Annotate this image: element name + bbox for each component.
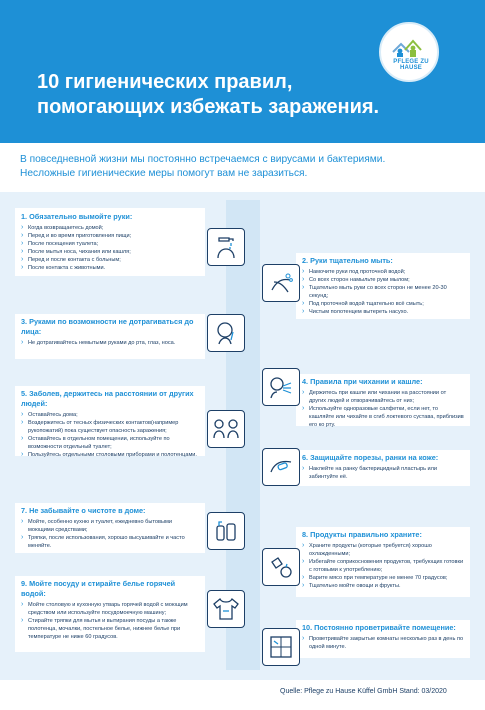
rule-card-10 [296, 620, 470, 658]
rule-item: › Когда возвращаетесь домой; [21, 224, 199, 232]
rule-title: 7. Не забывайте о чистоте в доме: [21, 506, 146, 515]
rule-item: › Чистым полотенцем вытереть насухо. [302, 308, 464, 316]
rule-item: › Держитесь при кашле или чихании на расстоянии от других людей и отворачивайтесь от них; [302, 389, 464, 405]
rule-card-1 [15, 208, 205, 276]
house-icon [379, 22, 439, 82]
rule-item: › Перед и после контакта с больным; [21, 256, 199, 264]
rule-card-3 [15, 314, 205, 359]
rule-card-7 [15, 503, 205, 553]
food-icon [262, 548, 300, 586]
logo-text: PFLEGE ZU HAUSE [393, 59, 429, 71]
intro-line-2: Несложные гигиенические меры помогут вам не заразиться. [20, 168, 308, 179]
rule-item: › Перед и во время приготовления пищи; [21, 232, 199, 240]
rule-card-6 [296, 450, 470, 486]
rule-card-4 [296, 374, 470, 426]
rule-item: › Тщательно мыть руки со всех сторон не менее 20-30 секунд; [302, 284, 464, 300]
rule-title: 3. Руками по возможности не дотрагиваться до лица: [21, 317, 194, 336]
title-line-1: 10 гигиенических правил, [37, 71, 293, 93]
rule-title: 2. Руки тщательно мыть: [302, 256, 393, 265]
rule-title: 1. Обязательно вымойте руки: [21, 212, 133, 221]
rule-item: › Мойте, особенно кухню и туалет, ежедневно бытовыми моющими средствами; [21, 518, 199, 534]
page-title [37, 70, 379, 120]
rule-title: 5. Заболев, держитесь на расстоянии от других людей: [21, 389, 194, 408]
rule-item: › Тряпки, после использования, хорошо высушивайте и часто меняйте. [21, 534, 199, 550]
title-line-2: помогающих избежать заражения. [37, 96, 380, 118]
rule-item: › Оставайтесь дома; [21, 411, 199, 419]
rule-item: › Мойте столовую и кухонную утварь горячей водой с моющим средством или используйте посудомоечную машину; [21, 601, 199, 617]
distance-icon [207, 410, 245, 448]
rule-title: 10. Постоянно проветривайте помещение: [302, 623, 456, 632]
rule-item: › Тщательно мойте овощи и фрукты. [302, 582, 464, 590]
sneeze-icon [262, 368, 300, 406]
rule-card-2 [296, 253, 470, 319]
rule-item: › Не дотрагивайтесь немытыми руками до рта, глаз, носа. [21, 339, 199, 347]
rule-item: › Стирайте тряпки для мытья и вытирания посуды а также полотенца, мочалки, постельное белье, нижнее белье при температуре не ниже 60 градусов. [21, 617, 199, 641]
rule-card-5 [15, 386, 205, 456]
soap-hands-icon [262, 264, 300, 302]
bandage-hand-icon [262, 448, 300, 486]
rule-item: › После посещения туалета; [21, 240, 199, 248]
intro-line-1: В повседневной жизни мы постоянно встречаемся с вирусами и бактериями. [20, 154, 386, 165]
cleaning-bottles-icon [207, 512, 245, 550]
rule-card-9 [15, 576, 205, 652]
rule-item: › Под проточной водой тщательно всё смыть; [302, 300, 464, 308]
logo [379, 22, 439, 82]
header-banner [0, 0, 485, 143]
rule-item: › Варите мясо при температуре не менее 70 градусов; [302, 574, 464, 582]
rule-item: › Оставайтесь в отдельном помещении, используйте по возможности отдельный туалет; [21, 435, 199, 451]
source-footer: Quelle: Pflege zu Hause Küffel GmbH Stand: 03/2020 [280, 688, 447, 695]
intro-text [20, 153, 470, 181]
rule-item: › Намочите руки под проточной водой; [302, 268, 464, 276]
rule-item: › Храните продукты (которые требуется) хорошо охлажденными; [302, 542, 464, 558]
rule-item: › Воздержитесь от тесных физических контактов(например рукопожатий) пока существует опасность заражения; [21, 419, 199, 435]
rule-item: › Наклейте на ранку бактерицидный пластырь или забинтуйте её. [302, 465, 464, 481]
rule-item: › Используйте одноразовые салфетки, если нет, то кашляйте или чихайте в сгиб локтевого сустава, приблизив его ко рту. [302, 405, 464, 429]
rule-item: › Избегайте соприкосновения продуктов, требующих готовки с готовыми к употреблению; [302, 558, 464, 574]
rule-card-8 [296, 527, 470, 597]
face-touch-icon [207, 314, 245, 352]
rule-item: › Пользуйтесь отдельными столовыми приборами и полотенцами. [21, 451, 199, 459]
rule-item: › После контакта с животными. [21, 264, 199, 272]
hand-washing-icon [207, 228, 245, 266]
rule-title: 8. Продукты правильно храните: [302, 530, 422, 539]
rule-title: 9. Мойте посуду и стирайте белье горячей водой: [21, 579, 176, 598]
rule-item: › После мытья носа, чихания или кашля; [21, 248, 199, 256]
rule-item: › Со всех сторон намыльте руки мылом; [302, 276, 464, 284]
window-icon [262, 628, 300, 666]
tshirt-icon [207, 590, 245, 628]
rule-title: 4. Правила при чихании и кашле: [302, 377, 423, 386]
rule-title: 6. Защищайте порезы, ранки на коже: [302, 453, 439, 462]
rule-item: › Проветривайте закрытые комнаты несколько раз в день по одной минуте. [302, 635, 464, 651]
